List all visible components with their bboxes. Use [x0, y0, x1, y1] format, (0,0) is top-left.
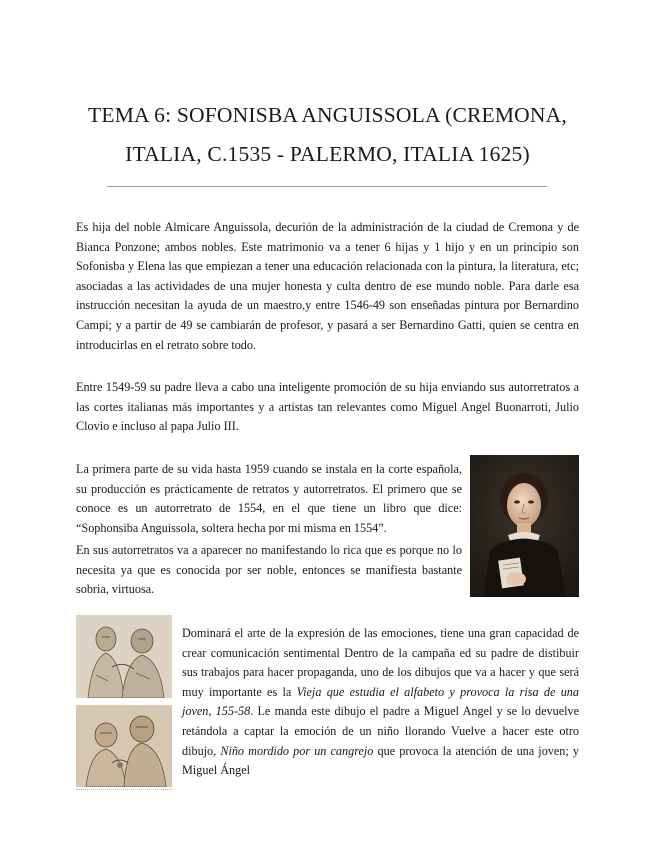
sketch-boy-crab-image — [76, 705, 172, 787]
paragraph-emotions-text-a: Dominará el arte de la expresión de las emociones, tiene una gran capacidad de crear comunicación sentimental Dentro de la campaña ed su padre de distibuir sus trabajos para hacer propaganda, uno de los dibujos que va a hacer y que será muy importante es la — [182, 626, 579, 699]
paragraph-early-life: La primera parte de su vida hasta 1959 cuando se instala en la corte española, su producción es prácticamente de retratos y autorretratos. El primero que se conoce es un autorretrato de 1554, en el que tiene un libro que dice: “Sophonsiba Anguissola, soltera hecha por mi misma en 1554”. — [76, 462, 462, 535]
self-portrait-image — [470, 455, 579, 597]
paragraph-family: Es hija del noble Almicare Anguissola, decurión de la administración de la ciudad de Cremona y de Bianca Ponzone; ambos nobles. Este matrimonio va a tener 6 hijas y 1 hijo y en un principio son Sofonisba y Elena las que empiezan a tener una educación relacionada con la pintura, la literatura, etc; asociadas a las actividades de una mujer honesta y culta dentro de ese mundo noble. Para darle esa instrucción necesitan la ayuda de un maestro,y entre 1546-49 son enseñadas pintura por Bernardino Campi; y a partir de 49 se cambiarán de profesor, y pasará a ser Bernardino Gatti, quien se centra en introducirlas en el retrato sobre todo. — [76, 220, 579, 352]
sketch-caption-line — [76, 789, 172, 793]
sketch-old-woman-image — [76, 615, 172, 698]
artwork-title-boy-crab: Niño mordido por un cangrejo — [220, 743, 374, 758]
paragraph-emotions — [182, 624, 579, 781]
title-divider — [107, 186, 547, 187]
page-title: TEMA 6: SOFONISBA ANGUISSOLA (CREMONA, ITALIA, C.1535 - PALERMO, ITALIA 1625) — [88, 103, 567, 166]
sketch-boy-crab-drawing — [76, 705, 172, 787]
paragraph-emotions-text-c: que provoca la atención de una joven; y Miguel Ángel — [182, 743, 579, 778]
paragraph-self-portraits: En sus autorretratos va a aparecer no manifestando lo rica que es porque no lo necesita ya que es conocida por ser noble, entonces se manifiesta bastante sobria, virtuosa. — [76, 543, 462, 597]
self-portrait-drawing — [470, 455, 579, 597]
paragraph-promotion: Entre 1549-59 su padre lleva a cabo una inteligente promoción de su hija enviando sus autorretratos a las cortes italianas más importantes y a artistas tan relevantes como Miguel Angel Buonarroti, Julio Clovio e incluso al papa Julio III. — [76, 380, 579, 434]
paragraph-emotions-text-b: . Le manda este dibujo el padre a Miguel Angel y se lo devuelve retándola a captar la emoción de un niño llorando Vuelve a hacer este otro dibujo, — [182, 704, 579, 758]
artwork-title-old-woman: Vieja que estudia el alfabeto y provoca la risa de una joven, 155-58 — [182, 684, 579, 719]
sketch-old-woman-drawing — [76, 615, 172, 698]
